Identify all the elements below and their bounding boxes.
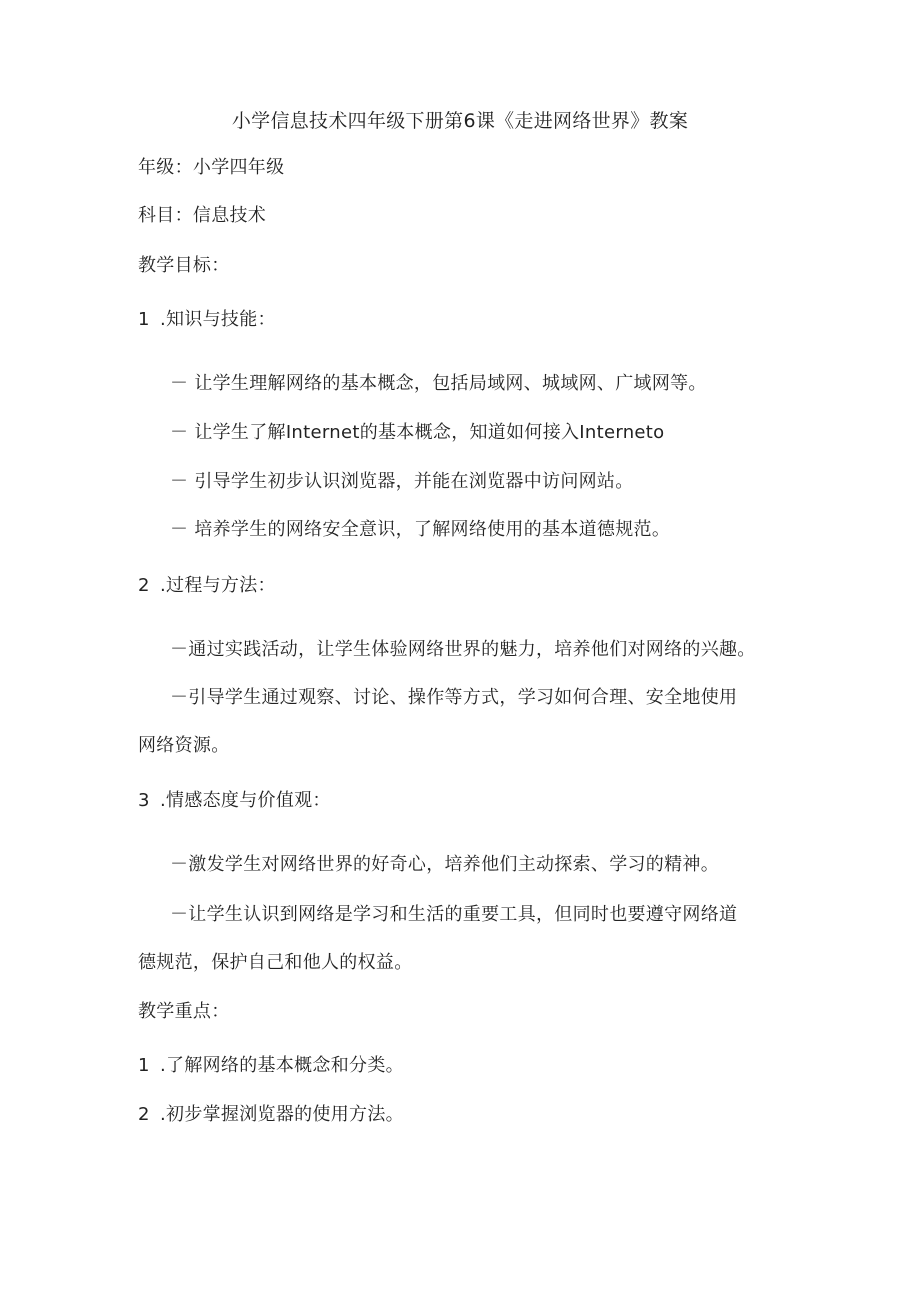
grade-line: 年级：小学四年级 — [138, 157, 285, 178]
section1-item-1: － 让学生理解网络的基本概念，包括局域网、城域网、广域网等。 — [170, 373, 707, 394]
section1-item-3: － 引导学生初步认识浏览器，并能在浏览器中访问网站。 — [170, 471, 634, 492]
focus-item-2-number: 2 — [138, 1104, 150, 1125]
focus-item-1 — [138, 1054, 404, 1078]
section2-item-1: －通过实践活动，让学生体验网络世界的魅力，培养他们对网络的兴趣。 — [170, 639, 756, 660]
section1-heading — [138, 308, 276, 332]
focus-item-2-label: .初步掌握浏览器的使用方法。 — [160, 1104, 404, 1125]
section2-number: 2 — [138, 575, 150, 596]
subject-line: 科目：信息技术 — [138, 205, 267, 226]
section2-heading — [138, 574, 276, 598]
section3-item-2-line-2: 德规范，保护自己和他人的权益。 — [138, 952, 413, 973]
section1-item-2: － 让学生了解Internet的基本概念，知道如何接入Interneto — [170, 422, 665, 443]
section2-label: .过程与方法： — [160, 575, 276, 596]
section1-item-4: － 培养学生的网络安全意识，了解网络使用的基本道德规范。 — [170, 519, 671, 540]
section1-label: .知识与技能： — [160, 309, 276, 330]
section3-number: 3 — [138, 790, 150, 811]
goals-heading: 教学目标： — [138, 255, 230, 276]
focus-item-1-number: 1 — [138, 1055, 150, 1076]
focus-heading: 教学重点： — [138, 1001, 230, 1022]
section3-label: .情感态度与价值观： — [160, 790, 331, 811]
section3-item-2-line-1: －让学生认识到网络是学习和生活的重要工具，但同时也要遵守网络道 — [170, 904, 738, 925]
focus-item-1-label: .了解网络的基本概念和分类。 — [160, 1055, 404, 1076]
section2-item-2-line-2: 网络资源。 — [138, 735, 230, 756]
section3-heading — [138, 789, 331, 813]
document-title: 小学信息技术四年级下册第6课《走进网络世界》教案 — [231, 110, 689, 132]
section1-number: 1 — [138, 309, 150, 330]
focus-item-2 — [138, 1103, 404, 1127]
section2-item-2-line-1: －引导学生通过观察、讨论、操作等方式，学习如何合理、安全地使用 — [170, 687, 738, 708]
section3-item-1: －激发学生对网络世界的好奇心，培养他们主动探索、学习的精神。 — [170, 854, 719, 875]
